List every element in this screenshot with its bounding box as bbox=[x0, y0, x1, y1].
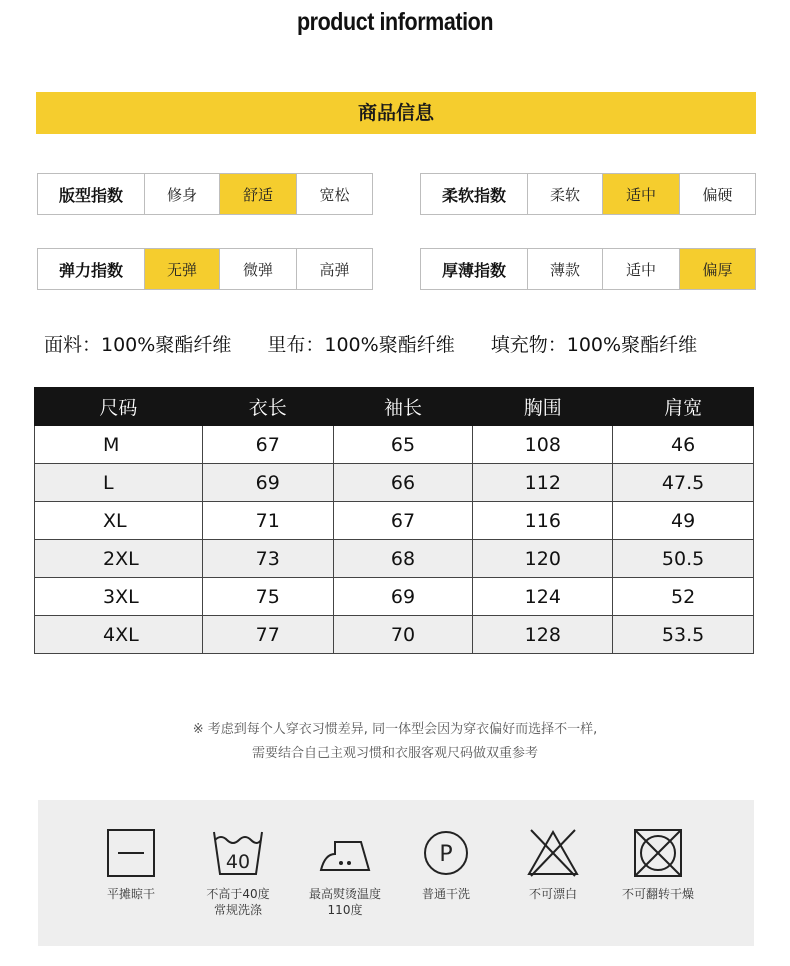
table-cell: 128 bbox=[473, 616, 613, 654]
material-info bbox=[44, 330, 697, 357]
care-label: 不可翻转干燥 bbox=[621, 887, 694, 901]
care-item bbox=[188, 828, 288, 918]
fit-index-option: 舒适 bbox=[219, 174, 296, 214]
table-cell: 49 bbox=[613, 502, 754, 540]
fit-index-option: 修身 bbox=[144, 174, 219, 214]
table-cell: XL bbox=[35, 502, 203, 540]
page-title: product information bbox=[296, 8, 494, 36]
table-cell: L bbox=[35, 464, 203, 502]
care-label: 不可漂白 bbox=[528, 887, 577, 901]
thickness-index-row bbox=[420, 248, 756, 290]
care-label: 最高熨烫温度 110度 bbox=[308, 887, 381, 917]
care-item bbox=[396, 828, 496, 902]
table-cell: 65 bbox=[333, 426, 473, 464]
fit-index-label: 版型指数 bbox=[58, 185, 123, 205]
table-cell: 52 bbox=[613, 578, 754, 616]
column-header: 肩宽 bbox=[613, 388, 754, 426]
table-row bbox=[35, 426, 754, 464]
size-table bbox=[34, 387, 754, 654]
softness-index-option: 偏硬 bbox=[679, 174, 755, 214]
thickness-index-option: 适中 bbox=[602, 249, 679, 289]
wash-temp-text: 40 bbox=[225, 851, 251, 873]
thickness-index-label: 厚薄指数 bbox=[441, 260, 506, 280]
no-tumble-dry-icon bbox=[633, 828, 683, 878]
table-cell: 47.5 bbox=[613, 464, 754, 502]
table-cell: 69 bbox=[202, 464, 333, 502]
table-cell: 66 bbox=[333, 464, 473, 502]
table-cell: 3XL bbox=[35, 578, 203, 616]
care-item bbox=[81, 828, 181, 902]
fit-index-option: 宽松 bbox=[296, 174, 372, 214]
table-cell: 108 bbox=[473, 426, 613, 464]
fit-index-row bbox=[37, 173, 373, 215]
flat-dry-icon bbox=[106, 828, 156, 878]
softness-index-row bbox=[420, 173, 756, 215]
care-label: 平摊晾干 bbox=[106, 887, 155, 901]
column-header: 胸围 bbox=[473, 388, 613, 426]
table-cell: 70 bbox=[333, 616, 473, 654]
table-row bbox=[35, 578, 754, 616]
table-cell: 50.5 bbox=[613, 540, 754, 578]
table-cell: 2XL bbox=[35, 540, 203, 578]
table-row bbox=[35, 616, 754, 654]
elasticity-index-label: 弹力指数 bbox=[58, 260, 123, 280]
care-item bbox=[608, 828, 708, 902]
dry-clean-p-icon bbox=[421, 828, 471, 878]
table-cell: 69 bbox=[333, 578, 473, 616]
elasticity-index-option: 微弹 bbox=[219, 249, 296, 289]
filling-text: 填充物：100%聚酯纤维 bbox=[490, 334, 698, 356]
table-cell: 120 bbox=[473, 540, 613, 578]
softness-index-label: 柔软指数 bbox=[441, 185, 506, 205]
care-instructions bbox=[38, 800, 754, 946]
care-label: 不高于40度 常规洗涤 bbox=[206, 887, 270, 917]
table-cell: 116 bbox=[473, 502, 613, 540]
table-cell: 75 bbox=[202, 578, 333, 616]
softness-index-option: 适中 bbox=[602, 174, 679, 214]
wash-40-icon bbox=[211, 828, 265, 878]
size-note-line1: ※ 考虑到每个人穿衣习惯差异, 同一体型会因为穿衣偏好而选择不一样, bbox=[192, 722, 598, 737]
elasticity-index-option: 无弹 bbox=[144, 249, 219, 289]
column-header: 衣长 bbox=[202, 388, 333, 426]
elasticity-index-row bbox=[37, 248, 373, 290]
table-cell: 68 bbox=[333, 540, 473, 578]
fabric-text: 面料：100%聚酯纤维 bbox=[44, 334, 232, 356]
table-cell: 46 bbox=[613, 426, 754, 464]
softness-index-option: 柔软 bbox=[527, 174, 602, 214]
care-item bbox=[503, 828, 603, 902]
table-cell: 4XL bbox=[35, 616, 203, 654]
table-cell: 73 bbox=[202, 540, 333, 578]
column-header: 袖长 bbox=[333, 388, 473, 426]
table-cell: 77 bbox=[202, 616, 333, 654]
section-banner: 商品信息 bbox=[36, 92, 756, 134]
column-header: 尺码 bbox=[35, 388, 203, 426]
care-item bbox=[295, 828, 395, 918]
table-row bbox=[35, 502, 754, 540]
elasticity-index-option: 高弹 bbox=[296, 249, 372, 289]
table-row bbox=[35, 540, 754, 578]
lining-text: 里布：100%聚酯纤维 bbox=[267, 334, 455, 356]
table-row bbox=[35, 464, 754, 502]
table-cell: 53.5 bbox=[613, 616, 754, 654]
table-cell: 67 bbox=[202, 426, 333, 464]
no-bleach-icon bbox=[527, 828, 579, 878]
care-label: 普通干洗 bbox=[421, 887, 470, 901]
table-cell: M bbox=[35, 426, 203, 464]
thickness-index-option: 偏厚 bbox=[679, 249, 755, 289]
table-cell: 67 bbox=[333, 502, 473, 540]
table-cell: 124 bbox=[473, 578, 613, 616]
size-note-line2: 需要结合自己主观习惯和衣服客观尺码做双重参考 bbox=[251, 746, 538, 761]
iron-110-icon bbox=[317, 828, 373, 878]
table-cell: 71 bbox=[202, 502, 333, 540]
table-cell: 112 bbox=[473, 464, 613, 502]
dry-clean-symbol: P bbox=[439, 842, 453, 867]
thickness-index-option: 薄款 bbox=[527, 249, 602, 289]
